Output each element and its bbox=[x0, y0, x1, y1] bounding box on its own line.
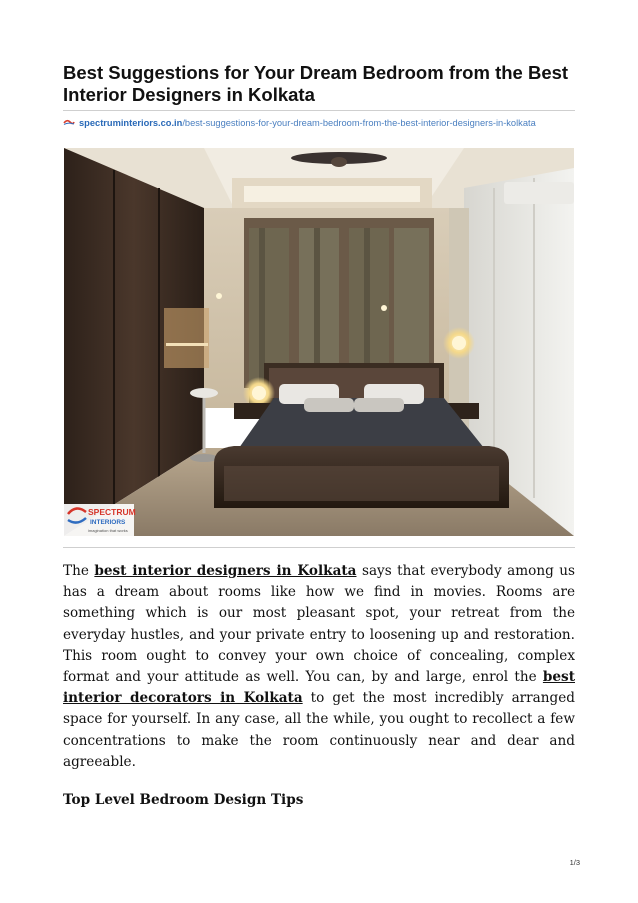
logo-sub: INTERIORS bbox=[90, 519, 126, 526]
title-divider bbox=[63, 110, 575, 111]
source-url[interactable] bbox=[63, 116, 575, 130]
intro-paragraph: The best interior designers in Kolkata says that everybody among us has a dream about rooms like how we find in movies. Rooms are something which is our most pleasant spot, your retreat from the everyday hustles, and your private entry to loosening up and restoration. This room ought to convey your own choice of concealing, complex format and your attitude as well. You can, by and large, enrol the best interior decorators in Kolkata to get the most incredibly arranged space for yourself. In any case, all the while, you ought to recollect a few concentrations to make the room continuously near and dear and agreeable. bbox=[63, 563, 575, 770]
link-best-interior-decorators[interactable]: best interior decorators in Kolkata bbox=[63, 669, 575, 707]
section-heading: Top Level Bedroom Design Tips bbox=[63, 792, 304, 808]
site-favicon-icon bbox=[63, 119, 75, 126]
logo-name: SPECTRUM bbox=[88, 507, 136, 517]
page-number: 1/3 bbox=[569, 858, 580, 867]
logo-tagline: imagination that works bbox=[88, 528, 128, 533]
document-title: Best Suggestions for Your Dream Bedroom from the Best Interior Designers in Kolkata bbox=[63, 62, 569, 105]
source-path[interactable]: /best-suggestions-for-your-dream-bedroom-from-the-best-interior-designers-in-kolkata bbox=[182, 118, 536, 128]
link-best-interior-designers[interactable]: best interior designers in Kolkata bbox=[94, 563, 357, 579]
source-domain[interactable]: spectruminteriors.co.in bbox=[79, 118, 183, 128]
image-divider bbox=[63, 547, 575, 548]
spectrum-logo bbox=[64, 504, 136, 536]
bedroom-photo bbox=[64, 148, 574, 536]
